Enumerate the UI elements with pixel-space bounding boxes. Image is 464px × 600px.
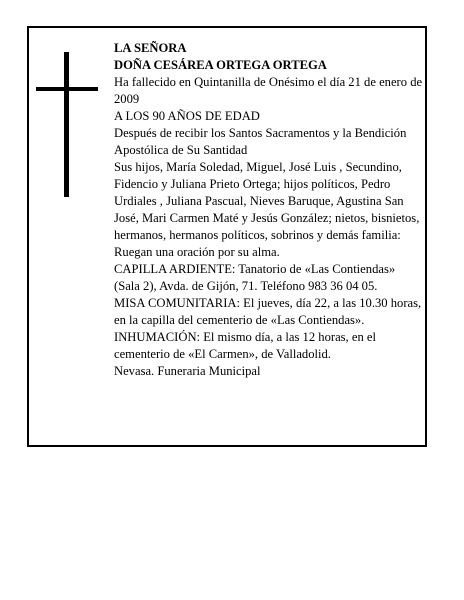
- death-info: Ha fallecido en Quintanilla de Onésimo el día 21 de enero de 2009: [114, 75, 423, 106]
- notice-text: [114, 40, 424, 380]
- latin-cross-icon: [36, 52, 98, 197]
- mass-info: MISA COMUNITARIA: El jueves, día 22, a las 10.30 horas, en la capilla del cementerio de «Las Contiendas».: [114, 296, 422, 327]
- cross-vertical-bar: [64, 52, 69, 197]
- burial-info: INHUMACIÓN: El mismo día, a las 12 horas, en el cementerio de «El Carmen», de Valladolid.: [114, 330, 376, 361]
- prayer-request: Ruegan una oración por su alma.: [114, 245, 280, 259]
- chapel-info: CAPILLA ARDIENTE: Tanatorio de «Las Contiendas» (Sala 2), Avda. de Gijón, 71. Teléfono 983 36 04 05.: [114, 262, 396, 293]
- deceased-name: DOÑA CESÁREA ORTEGA ORTEGA: [114, 58, 327, 72]
- family-list: Sus hijos, María Soledad, Miguel, José Luis , Secundino, Fidencio y Juliana Prieto Ortega; hijos políticos, Pedro Urdiales , Juliana Pascual, Nieves Baruque, Agustina San José, Mari Carmen Maté y Jesús González; nietos, bisnietos, hermanos, hermanos políticos, sobrinos y demás familia:: [114, 160, 420, 242]
- age: A LOS 90 AÑOS DE EDAD: [114, 109, 260, 123]
- sacraments: Después de recibir los Santos Sacramentos y la Bendición Apostólica de Su Santidad: [114, 126, 407, 157]
- funeral-home: Nevasa. Funeraria Municipal: [114, 364, 261, 378]
- cross-horizontal-bar: [36, 87, 98, 91]
- title-line-1: LA SEÑORA: [114, 41, 187, 55]
